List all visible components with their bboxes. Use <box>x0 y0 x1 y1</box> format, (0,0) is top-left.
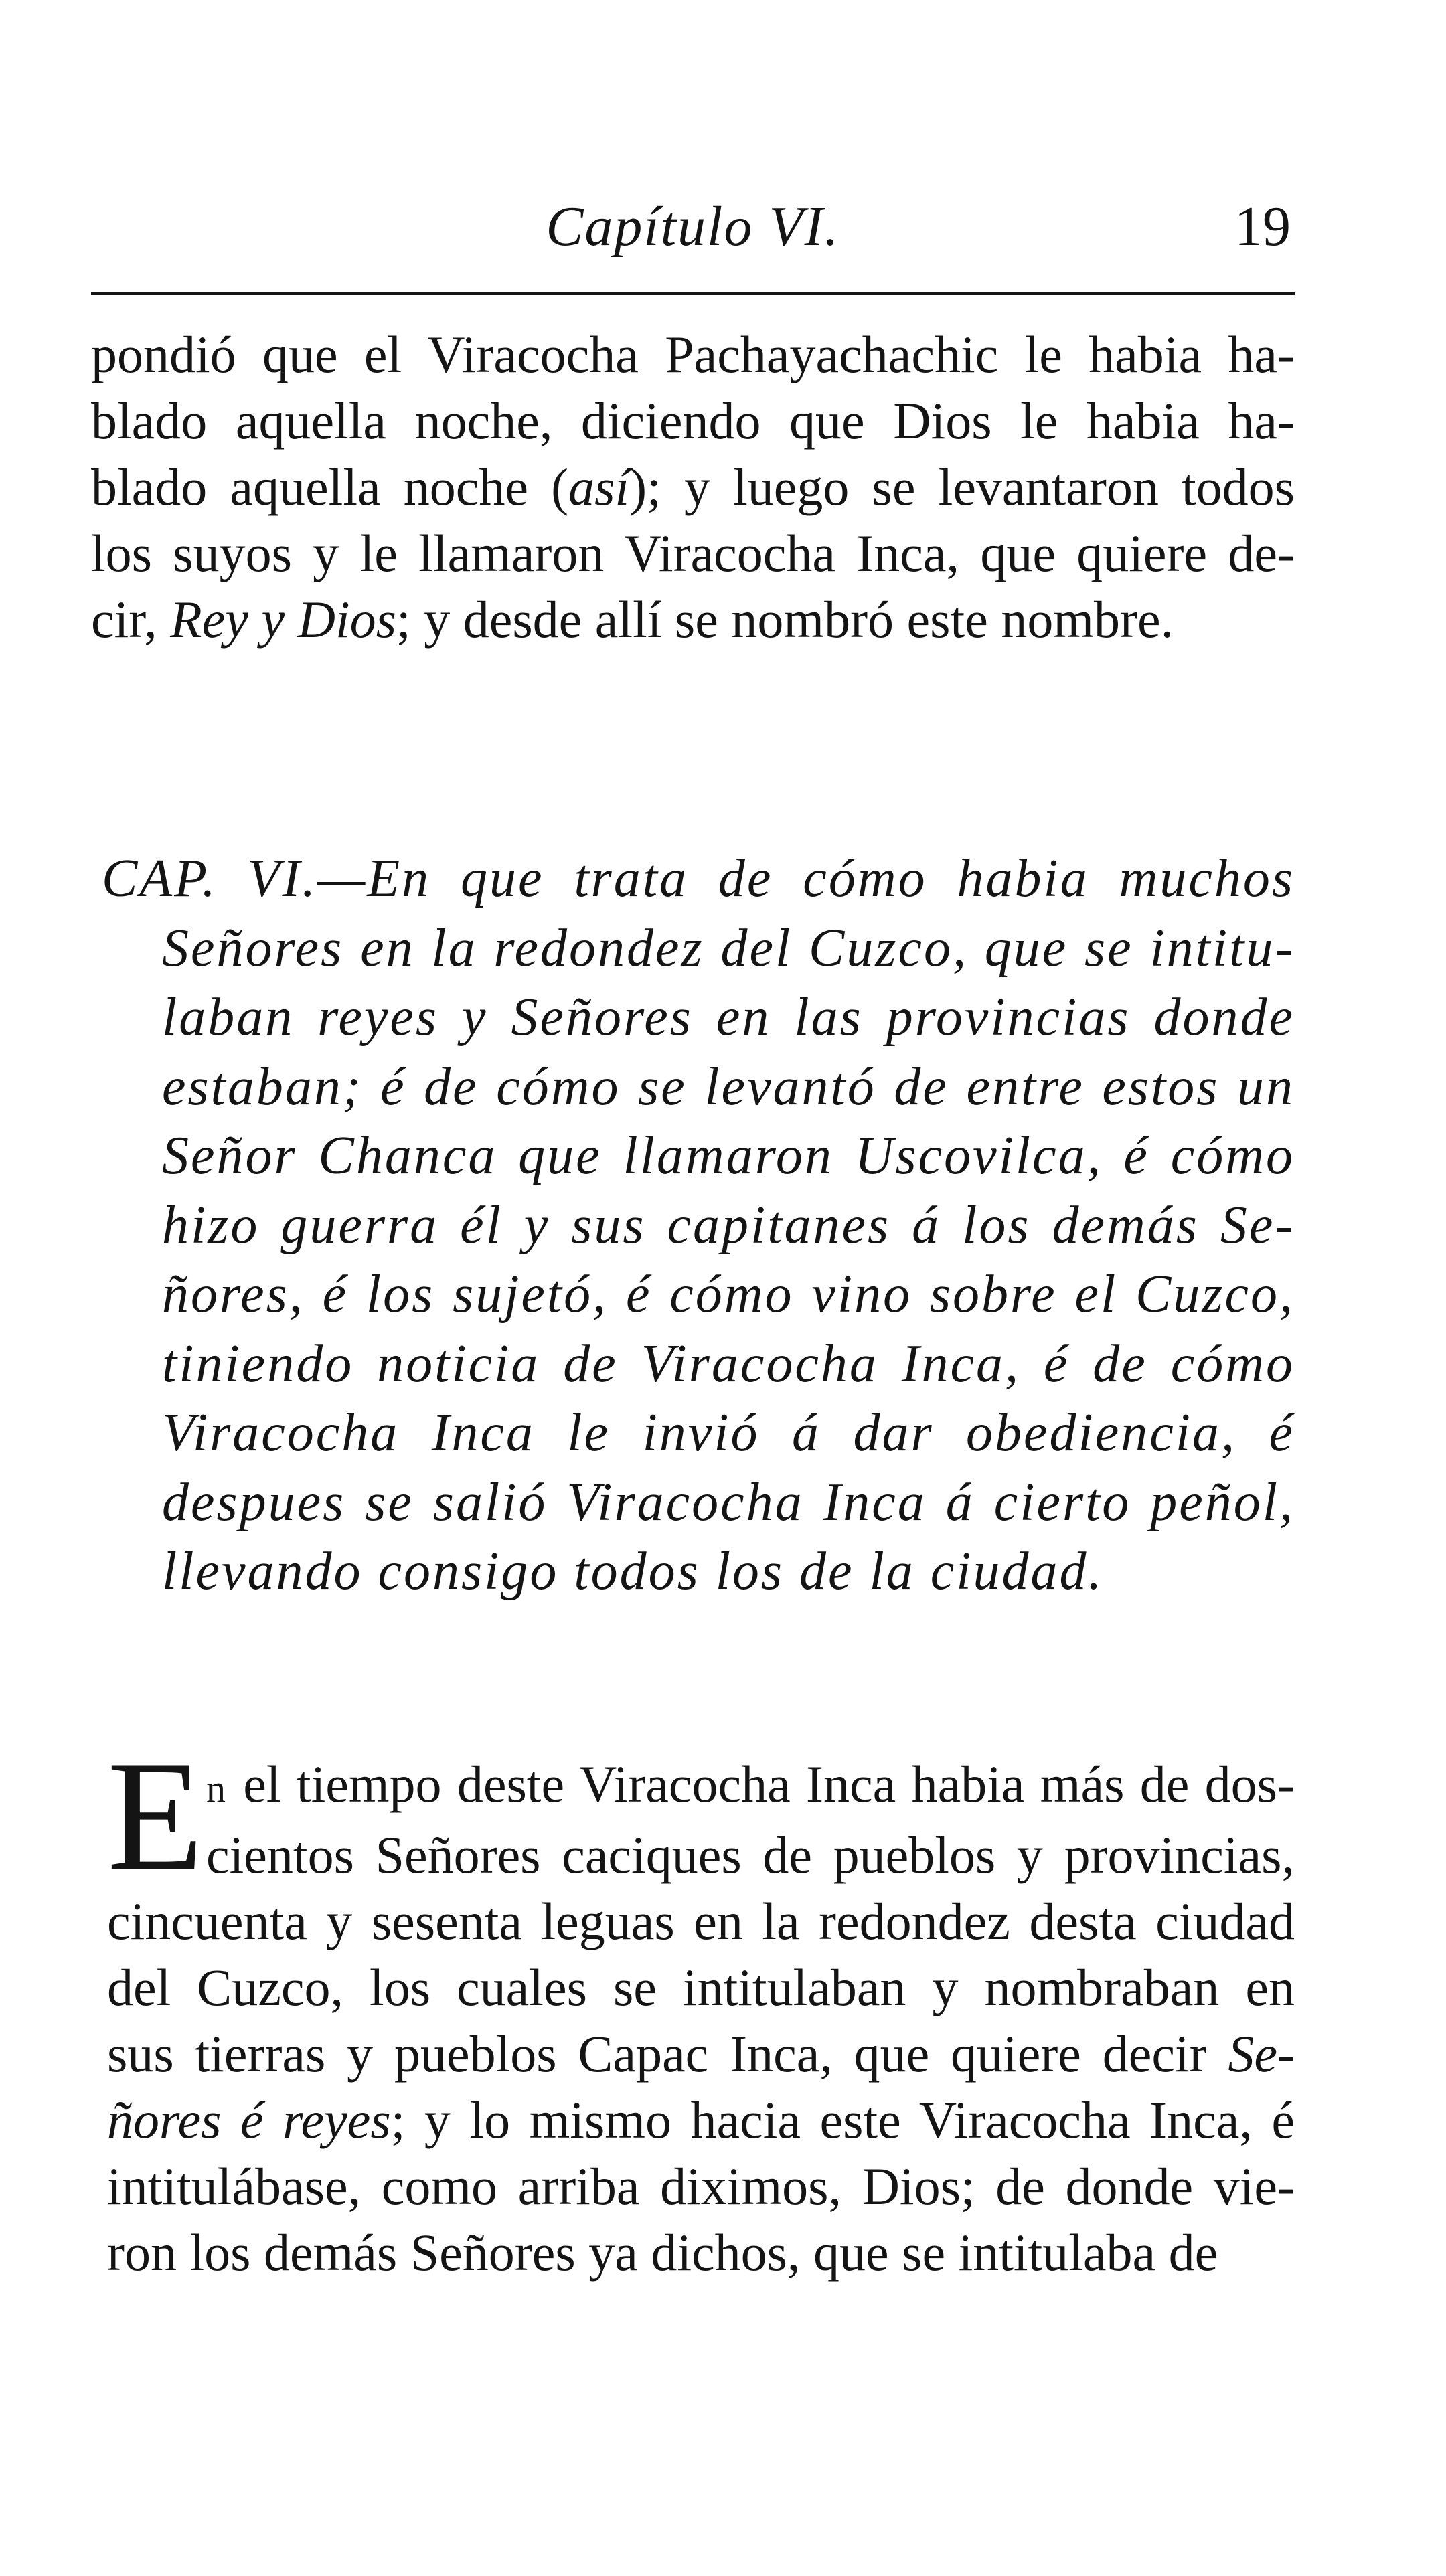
heading-line: despues se salió Viracocha Inca á cierto peñol, <box>162 1472 1295 1532</box>
italic-run: así <box>568 458 630 516</box>
italic-run: ñores é reyes <box>107 2091 391 2149</box>
text-run: ; y desde allí se nombró este nombre. <box>396 590 1174 649</box>
heading-line: Señor Chanca que llamaron Uscovilca, é cómo <box>162 1126 1295 1185</box>
text-run: ); y luego se levantaron todos <box>629 458 1295 516</box>
text-run: ; y lo mismo hacia este Viracocha Inca, é <box>390 2091 1295 2149</box>
text-line: los suyos y le llamaron Viracocha Inca, que quiere de- <box>91 524 1295 582</box>
text-line: cientos Señores caciques de pueblos y provincias, <box>206 1826 1295 1884</box>
text-line: ron los demás Señores ya dichos, que se intitulaba de <box>107 2223 1218 2282</box>
text-run: cir, <box>91 590 171 649</box>
text-line <box>91 454 1295 520</box>
text-run: blado aquella noche ( <box>91 458 569 516</box>
small-caps-run: n <box>206 1767 228 1810</box>
text-line <box>107 1751 1295 1822</box>
heading-line: ñores, é los sujetó, é cómo vino sobre el Cuzco, <box>162 1265 1295 1324</box>
header-rule <box>91 292 1295 295</box>
heading-line: Señores en la redondez del Cuzco, que se intitu- <box>162 918 1295 978</box>
body-paragraph <box>107 1729 1295 2286</box>
previous-paragraph <box>91 321 1295 653</box>
text-run: sus tierras y pueblos Capac Inca, que quiere decir <box>107 2025 1228 2083</box>
heading-line: CAP. VI.—En que trata de cómo habia muchos <box>102 849 1295 908</box>
heading-line: laban reyes y Señores en las provincias donde <box>162 988 1295 1047</box>
text-line <box>107 2087 1295 2153</box>
text-run: el tiempo deste Viracocha Inca habia más de dos- <box>228 1755 1295 1813</box>
heading-line: tiniendo noticia de Viracocha Inca, é de cómo <box>162 1334 1295 1393</box>
running-head <box>91 175 1295 269</box>
page-number: 19 <box>1234 195 1291 258</box>
drop-cap: E <box>107 1729 204 1903</box>
heading-line: llevando consigo todos los de la ciudad. <box>162 1542 1104 1601</box>
italic-run: Se- <box>1228 2025 1295 2083</box>
heading-line: estaban; é de cómo se levantó de entre estos un <box>162 1057 1295 1116</box>
running-title: Capítulo VI. <box>546 195 840 258</box>
text-line: cincuenta y sesenta leguas en la redondez desta ciudad <box>107 1892 1295 1950</box>
text-line: pondió que el Viracocha Pachayachachic le habia ha- <box>91 325 1295 383</box>
text-line: del Cuzco, los cuales se intitulaban y nombraban en <box>107 1958 1295 2016</box>
italic-run: Rey y Dios <box>170 590 397 649</box>
text-line <box>91 586 1295 653</box>
text-line: blado aquella noche, diciendo que Dios le habia ha- <box>91 392 1295 450</box>
heading-line: Viracocha Inca le invió á dar obediencia, é <box>162 1403 1295 1462</box>
text-line <box>107 2021 1295 2087</box>
heading-line: hizo guerra él y sus capitanes á los demás Se- <box>162 1195 1295 1255</box>
text-line: intitulábase, como arriba diximos, Dios; de donde vie- <box>107 2157 1295 2215</box>
chapter-heading <box>102 845 1295 1607</box>
